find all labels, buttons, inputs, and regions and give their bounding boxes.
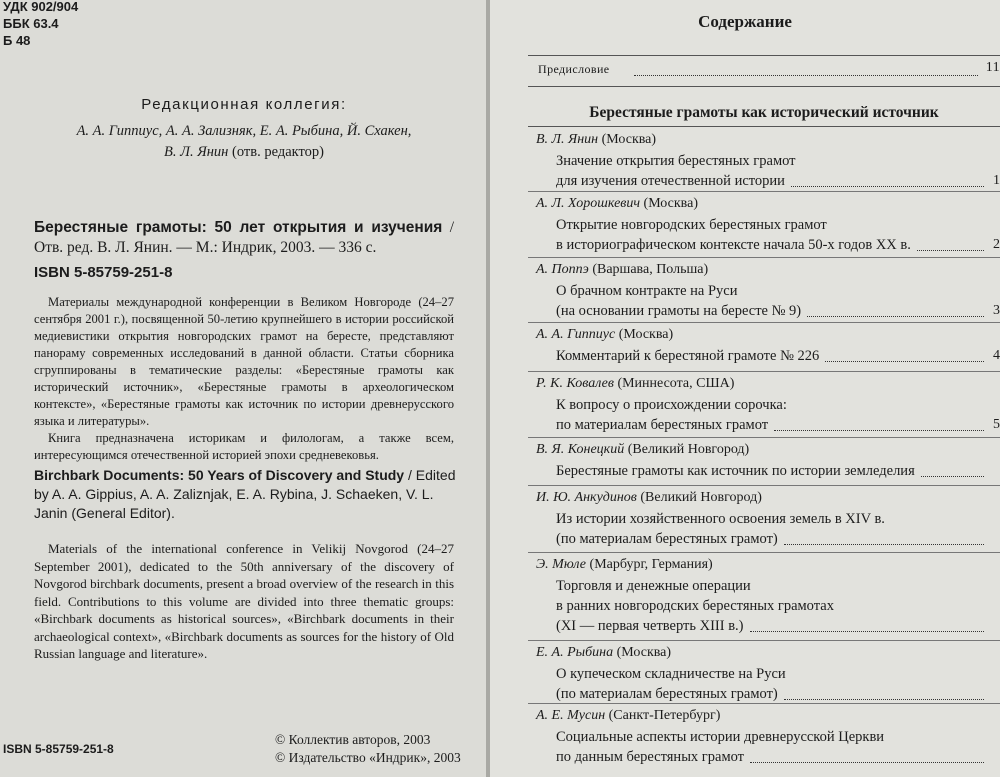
toc-entry-title-line: в историографическом контексте начала 50-х годов XX в.: [556, 237, 911, 253]
citation-ru: [34, 218, 454, 258]
author-place: (Миннесота, США): [613, 376, 735, 391]
toc-entry-separator: [528, 257, 1000, 258]
toc-entry-page-number: 1: [993, 173, 1000, 188]
toc-section-rule: [528, 126, 1000, 127]
toc-entry-separator: [528, 640, 1000, 641]
toc-entry-title: [556, 215, 1000, 255]
citation-en-rest: / Edited by A. A. Gippius, A. A. Zaliznjak, E. A. Rybina, J. Schaeken, V. L. Janin (General Editor).: [34, 467, 456, 521]
author-name: А. Е. Мусин: [536, 708, 606, 723]
toc-entry-title: [556, 395, 1000, 435]
board-members-line1: А. А. Гиппиус, А. А. Зализняк, Е. А. Рыбина, Й. Схакен,: [76, 123, 412, 139]
toc-entry-page-number: 2: [993, 237, 1000, 252]
dot-leader: [791, 186, 984, 187]
toc-preface: [538, 62, 1000, 77]
toc-entry-title-line: (по материалам берестяных грамот): [556, 531, 778, 547]
toc-entry-separator: [528, 322, 1000, 323]
citation-ru-rest: / Отв. ред. В. Л. Янин. — М.: Индрик, 2003. — 336 с.: [34, 219, 455, 256]
toc-entry-title-line: по материалам берестяных грамот: [556, 417, 769, 433]
dot-leader: [917, 250, 984, 251]
toc-entry-author: [536, 708, 996, 724]
toc-entry-title-line: Торговля и денежные операции: [556, 578, 751, 594]
author-name: Е. А. Рыбина: [536, 645, 614, 660]
preface-label: Предисловие: [538, 62, 610, 76]
author-place: (Великий Новгород): [636, 490, 762, 505]
toc-entry-title-line: (по материалам берестяных грамот): [556, 686, 778, 702]
dot-leader: [807, 316, 984, 317]
toc-entry-title: [556, 576, 1000, 636]
toc-entry-separator: [528, 191, 1000, 192]
toc-entry-title-line: Комментарий к берестяной грамоте № 226: [556, 348, 820, 364]
board-member-editor: В. Л. Янин: [164, 144, 229, 160]
toc-entry-title-line: (XI — первая четверть XIII в.): [556, 618, 744, 634]
author-place: (Великий Новгород): [624, 442, 750, 457]
author-place: (Марбург, Германия): [586, 557, 713, 572]
author-place: (Санкт-Петербург): [605, 708, 721, 723]
abstract-ru-paragraph: Книга предназначена историкам и филологам, а также всем, интересующимся отечественной историей эпохи средневековья.: [34, 431, 454, 462]
toc-entry-title-line: для изучения отечественной истории: [556, 173, 785, 189]
editorial-board-title: Редакционная коллегия:: [141, 96, 347, 113]
toc-section-title: Берестяные грамоты как исторический источник: [589, 104, 939, 121]
citation-en: [34, 466, 456, 523]
author-name: Э. Мюле: [536, 557, 587, 572]
toc-entry-author: [536, 132, 996, 148]
author-name: В. Я. Конецкий: [536, 442, 625, 457]
toc-entry-separator: [528, 437, 1000, 438]
toc-entry-author: [536, 376, 996, 392]
abstract-ru: [34, 294, 454, 464]
toc-entry-author: [536, 490, 996, 506]
toc-entry-separator: [528, 703, 1000, 704]
author-name: Р. К. Ковалев: [536, 376, 614, 391]
author-name: А. А. Гиппиус: [536, 327, 616, 342]
left-page: [0, 0, 488, 777]
author-place: (Москва): [598, 132, 657, 147]
toc-entry-title-line: Из истории хозяйственного освоения земель в XIV в.: [556, 511, 885, 527]
copyright-publisher: © Издательство «Индрик», 2003: [275, 750, 461, 765]
toc-entry-title-line: по данным берестяных грамот: [556, 749, 745, 765]
toc-entry-title-line: в ранних новгородских берестяных грамотах: [556, 598, 834, 614]
toc-entry-separator: [528, 485, 1000, 486]
isbn: ISBN 5-85759-251-8: [34, 264, 173, 281]
toc-entry-title: [556, 461, 1000, 481]
toc-entry-title-line: О брачном контракте на Руси: [556, 283, 738, 299]
dot-leader: [784, 544, 984, 545]
toc-entry-title: [556, 346, 1000, 366]
toc-entry-author: [536, 196, 996, 212]
toc-entry-title: [556, 664, 1000, 704]
udk-code: УДК 902/904: [3, 0, 79, 14]
toc-entry-title: [556, 281, 1000, 321]
toc-entry-separator: [528, 371, 1000, 372]
toc-entry-title: [556, 151, 1000, 191]
toc-entry-title-line: Берестяные грамоты как источник по истории земледелия: [556, 463, 915, 479]
toc-entry-author: [536, 557, 996, 573]
toc-entry-author: [536, 442, 996, 458]
board-member-role: (отв. редактор): [232, 144, 324, 160]
abstract-en: [34, 540, 454, 663]
toc-entry-author: [536, 645, 996, 661]
author-name: И. Ю. Анкудинов: [536, 490, 637, 505]
citation-ru-title: Берестяные грамоты: 50 лет открытия и изучения: [34, 219, 443, 236]
author-name: В. Л. Янин: [536, 132, 599, 147]
toc-entry-page-number: 5: [993, 417, 1000, 432]
toc-entry-title: [556, 727, 1000, 767]
toc-entry-title: [556, 509, 1000, 549]
author-place: (Москва): [615, 327, 674, 342]
toc-title: Содержание: [698, 12, 792, 31]
toc-preface-rule: [528, 86, 1000, 87]
right-page: [490, 0, 1000, 777]
toc-entry-author: [536, 262, 996, 278]
dot-leader: [774, 430, 984, 431]
toc-entry-title-line: Открытие новгородских берестяных грамот: [556, 217, 827, 233]
author-name: А. Поппэ: [536, 262, 589, 277]
author-mark: Б 48: [3, 33, 31, 48]
toc-entry-page-number: 3: [993, 303, 1000, 318]
author-name: А. Л. Хорошкевич: [536, 196, 641, 211]
toc-entry-title-line: О купеческом складничестве на Руси: [556, 666, 786, 682]
citation-en-title: Birchbark Documents: 50 Years of Discovery and Study: [34, 467, 405, 483]
toc-entry-title-line: Социальные аспекты истории древнерусской Церкви: [556, 729, 885, 745]
toc-top-rule: [528, 55, 1000, 56]
abstract-ru-paragraph: Материалы международной конференции в Великом Новгороде (24–27 сентября 2001 г.), посвященной 50-летию крупнейшего в истории российской медиевистики открытия новгородских грамот на бересте, представляют панораму современных исследований в данной области. Статьи сборника сгруппированы в тематические разделы: «Берестяные грамоты как исторический источник», «Берестяные грамоты в археологическом контексте», «Берестяные грамоты как источник по истории древнерусского языка и литературы».: [34, 295, 454, 428]
preface-page-number: 11: [985, 60, 1000, 75]
isbn-bottom: ISBN 5-85759-251-8: [3, 742, 114, 756]
toc-entry-title-line: К вопросу о происхождении сорочка:: [556, 397, 787, 413]
bbk-code: ББК 63.4: [3, 16, 59, 31]
editorial-board-members: [0, 121, 488, 163]
toc-entry-title-line: (на основании грамоты на бересте № 9): [556, 303, 802, 319]
author-place: (Москва): [613, 645, 672, 660]
toc-entry-separator: [528, 552, 1000, 553]
abstract-en-paragraph: Materials of the international conference in Velikij Novgorod (24–27 September 2001), dedicated to the 50th anniversary of the discovery of Novgorod birchbark documents, present a broad overview of the research in this field. Contributions to this volume are divided into three thematic groups: «Birchbark documents as historical sources», «Birchbark documents in their archaeological context», «Birchbark documents as sources for the history of Old Russian language and literature».: [34, 541, 454, 661]
dot-leader: [921, 476, 984, 477]
classification-codes: [3, 0, 78, 49]
toc-entry-title-line: Значение открытия берестяных грамот: [556, 153, 796, 169]
author-place: (Москва): [640, 196, 698, 211]
toc-entry-page-number: 4: [993, 348, 1000, 363]
copyright: [275, 731, 461, 767]
dot-leader: [634, 75, 978, 76]
dot-leader: [784, 699, 984, 700]
dot-leader: [750, 631, 984, 632]
dot-leader: [825, 361, 984, 362]
copyright-authors: © Коллектив авторов, 2003: [275, 732, 431, 747]
dot-leader: [750, 762, 984, 763]
toc-entry-author: [536, 327, 996, 343]
author-place: (Варшава, Польша): [588, 262, 709, 277]
